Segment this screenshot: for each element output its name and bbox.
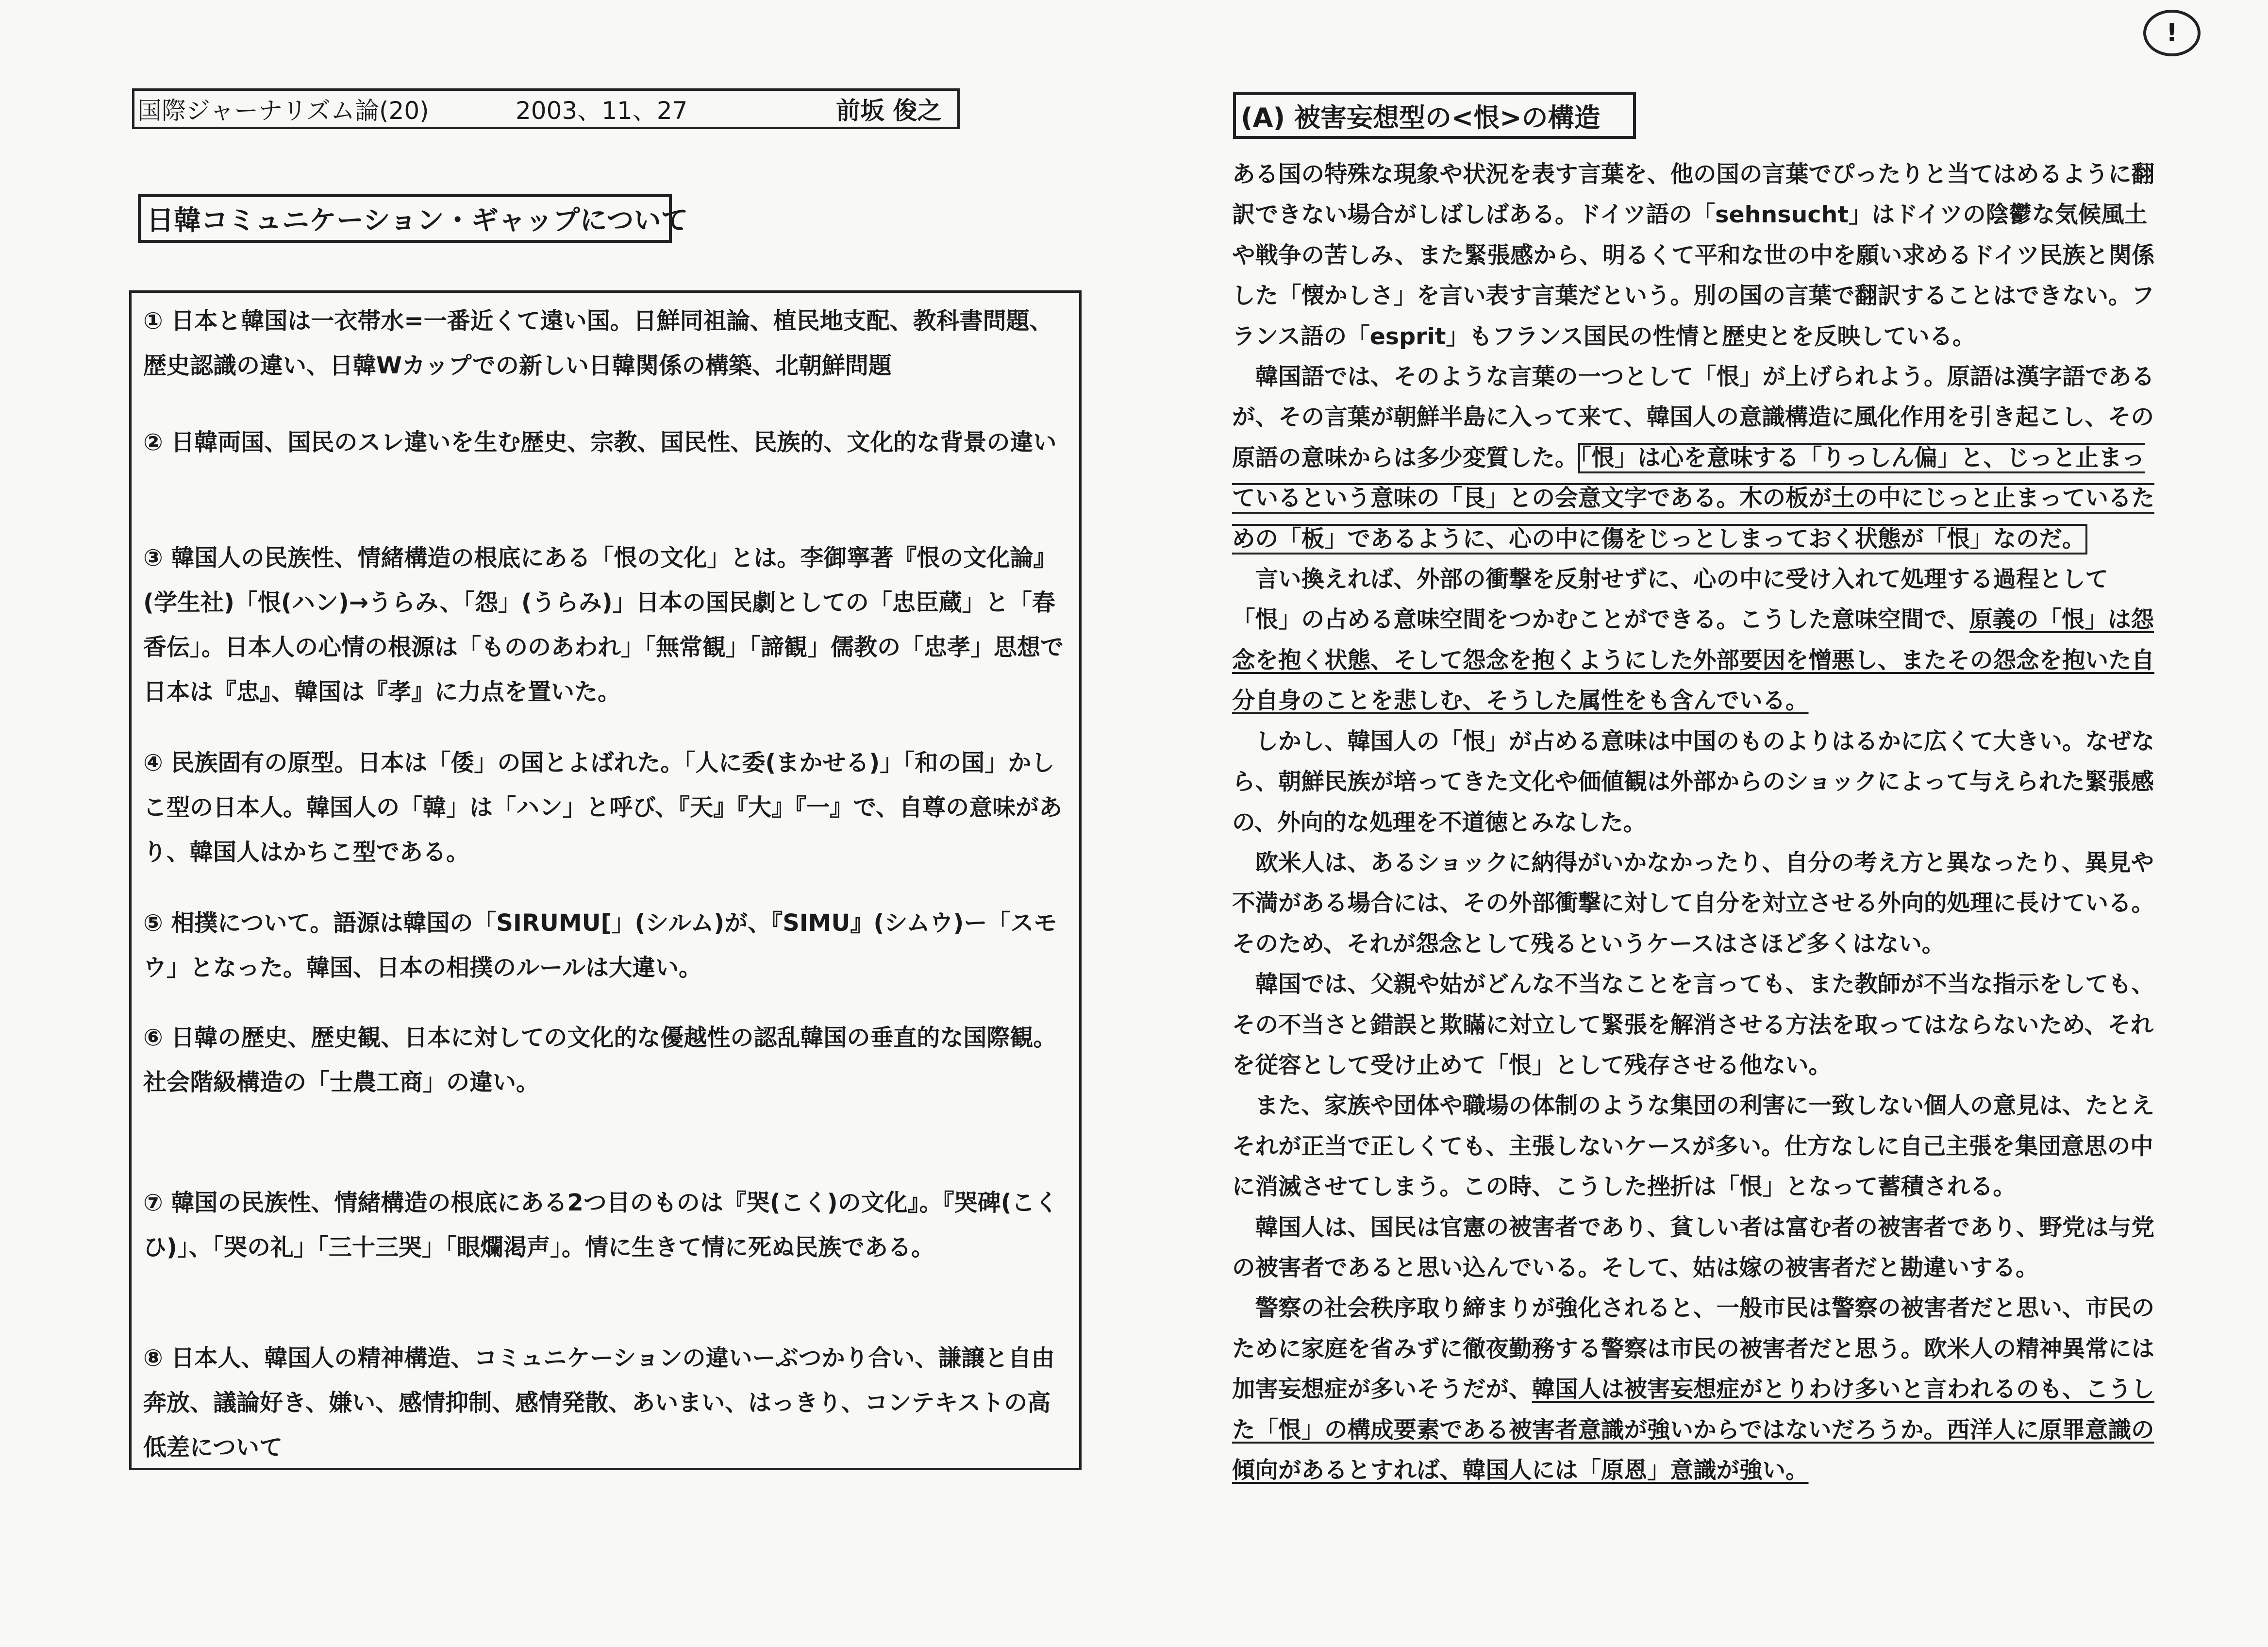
topic-item-8: ⑧ 日本人、韓国人の精神構造、コミュニケーションの違いーぶつかり合い、謙譲と自由奔放、議論好き、嫌い、感情抑制、感情発散、あいまい、はっきり、コンテキストの高低差について: [143, 1344, 1055, 1461]
paragraph-3-text: 言い換えれば、外部の衝撃を反射せずに、心の中に受け入れて処理する過程として「恨」の占める意味空間をつかむことができる。こうした意味空間で、: [1232, 566, 2108, 634]
paragraph-7-text: また、家族や団体や職場の体制のような集団の利害に一致しない個人の意見は、たとえそれが正当で正しくても、主張しないケースが多い。仕方なしに自己主張を集団意思の中に消滅させてしまう。この時、こうした挫折は「恨」となって蓄積される。: [1232, 1092, 2154, 1201]
paragraph-4: [1232, 722, 2164, 843]
paragraph-6-text: 韓国では、父親や姑がどんな不当なことを言っても、また教師が不当な指示をしても、その不当さと錯誤と欺瞞に対立して緊張を解消させる方法を取ってはならないため、それを従容として受け止めて「恨」として残存させる他ない。: [1232, 971, 2154, 1079]
document-header: [132, 88, 960, 129]
section-heading: [1233, 92, 1636, 139]
topic-item-2: ② 日韓両国、国民のスレ違いを生む歴史、宗教、国民性、民族的、文化的な背景の違い: [143, 429, 1057, 456]
topic-item-3: ③ 韓国人の民族性、情緒構造の根底にある「恨の文化」とは。李御寧著『恨の文化論』(学生社)「恨(ハン)→うらみ、「怨」(うらみ)」日本の国民劇としての「忠臣蔵」と「春香伝」。日本人の心情の根源は「もののあわれ」「無常観」「諦観」儒教の「忠孝」思想で日本は『忠』、韓国は『孝』に力点を置いた。: [143, 544, 1064, 706]
underlined-passage-1: 原義の「恨」は怨念を抱く状態、そして怨念を抱くようにした外部要因を憎悪し、またその怨念を抱いた自分自身のことを悲しむ、そうした属性をも含んでいる。: [1232, 606, 2154, 715]
topic-item-6: ⑥ 日韓の歴史、歴史観、日本に対しての文化的な優越性の認乱韓国の垂直的な国際観。社会階級構造の「士農工商」の違い。: [143, 1024, 1057, 1096]
topic-item-1: ① 日本と韓国は一衣帯水=一番近くて遠い国。日鮮同祖論、植民地支配、教科書問題、歴史認識の違い、日韓Wカップでの新しい日韓関係の構築、北朝鮮問題: [143, 307, 1053, 379]
paragraph-1: ある国の特殊な現象や状況を表す言葉を、他の国の言葉でぴったりと当てはめるように翻訳できない場合がしばしばある。ドイツ語の「sehnsucht」はドイツの陰鬱な気候風土や戦争の苦しみ、また緊張感から、明るくて平和な世の中を願い求めるドイツ民族と関係した「懐かしさ」を言い表す言葉だという。別の国の言葉で翻訳することはできない。フランス語の「esprit」もフランス国民の性情と歴史とを反映している。: [1232, 161, 2155, 350]
paragraph-7: [1232, 1086, 2164, 1207]
topics-list: [129, 290, 1082, 1470]
paragraph-3: [1232, 559, 2164, 722]
boxed-definition: 「恨」は心を意味する「りっしん偏」と、じっと止まっているという意味の「艮」との会意文字である。木の板が土の中にじっと止まっているための「板」であるように、心の中に傷をじっとしまっておく状態が「恨」なのだ。: [1232, 443, 2154, 555]
paragraph-9: [1232, 1288, 2164, 1491]
article-body: [1232, 154, 2164, 1491]
paragraph-2-text: 韓国語では、そのような言葉の一つとして「恨」が上げられよう。原語は漢字語であるが、その言葉が朝鮮半島に入って来て、韓国人の意識構造に風化作用を引き起こし、その原語の意味からは多少変質した。: [1232, 364, 2154, 471]
paragraph-2: [1232, 357, 2164, 559]
page-mark: !: [2166, 18, 2178, 48]
paragraph-4-text: しかし、韓国人の「恨」が占める意味は中国のものよりはるかに広くて大きい。なぜなら、朝鮮民族が培ってきた文化や価値観は外部からのショックによって与えられた緊張感の、外向的な処理を不道徳とみなした。: [1232, 728, 2154, 836]
paragraph-5: [1232, 843, 2164, 964]
underlined-passage-2: 韓国人は被害妄想症がとりわけ多いと言われるのも、こうした「恨」の構成要素である被害者意識が強いからではないだろうか。西洋人に原罪意識の傾向があるとすれば、韓国人には「原恩」意識が強い。: [1232, 1376, 2154, 1484]
header-date: 2003、11、27: [516, 97, 688, 125]
paragraph-6: [1232, 964, 2164, 1086]
topic-item-7: ⑦ 韓国の民族性、情緒構造の根底にある2つ目のものは『哭(こく)の文化』。『哭碑(こくひ)」、「哭の礼」「三十三哭」「眼爛渇声」。情に生きて情に死ぬ民族である。: [143, 1189, 1058, 1261]
paragraph-9-text: 警察の社会秩序取り締まりが強化されると、一般市民は警察の被害者だと思い、市民のために家庭を省みずに徹夜勤務する警察は市民の被害者だと思う。欧米人の精神異常には加害妄想症が多いそうだが、: [1232, 1295, 2154, 1403]
paragraph-5-text: 欧米人は、あるショックに納得がいかなかったり、自分の考え方と異なったり、異見や不満がある場合には、その外部衝撃に対して自分を対立させる外向的処理に長けている。そのため、それが怨念として残るというケースはさほど多くはない。: [1232, 849, 2154, 958]
section-heading-text: (A) 被害妄想型の<恨>の構造: [1241, 102, 1601, 133]
page-number-circle: [2143, 10, 2201, 56]
course-title: 国際ジャーナリズム論(20): [137, 97, 429, 125]
topic-item-4: ④ 民族固有の原型。日本は「倭」の国とよばれた。「人に委(まかせる)」「和の国」かしこ型の日本人。韓国人の「韓」は「ハン」と呼び、『天』『大』『一』で、自尊の意味があり、韓国人はかちこ型である。: [143, 749, 1063, 866]
page-title-text: 日韓コミュニケーション・ギャップについて: [147, 205, 688, 236]
header-author: 前坂 俊之: [836, 97, 942, 125]
topic-item-5: ⑤ 相撲について。語源は韓国の「SIRUMU[」(シルム)が、『SIMU』(シムウ)ー「スモウ」となった。韓国、日本の相撲のルールは大違い。: [143, 909, 1057, 981]
paragraph-8-text: 韓国人は、国民は官憲の被害者であり、貧しい者は富む者の被害者であり、野党は与党の被害者であると思い込んでいる。そして、姑は嫁の被害者だと勘違いする。: [1232, 1214, 2154, 1281]
paragraph-8: [1232, 1208, 2164, 1289]
page-title: [138, 194, 688, 243]
